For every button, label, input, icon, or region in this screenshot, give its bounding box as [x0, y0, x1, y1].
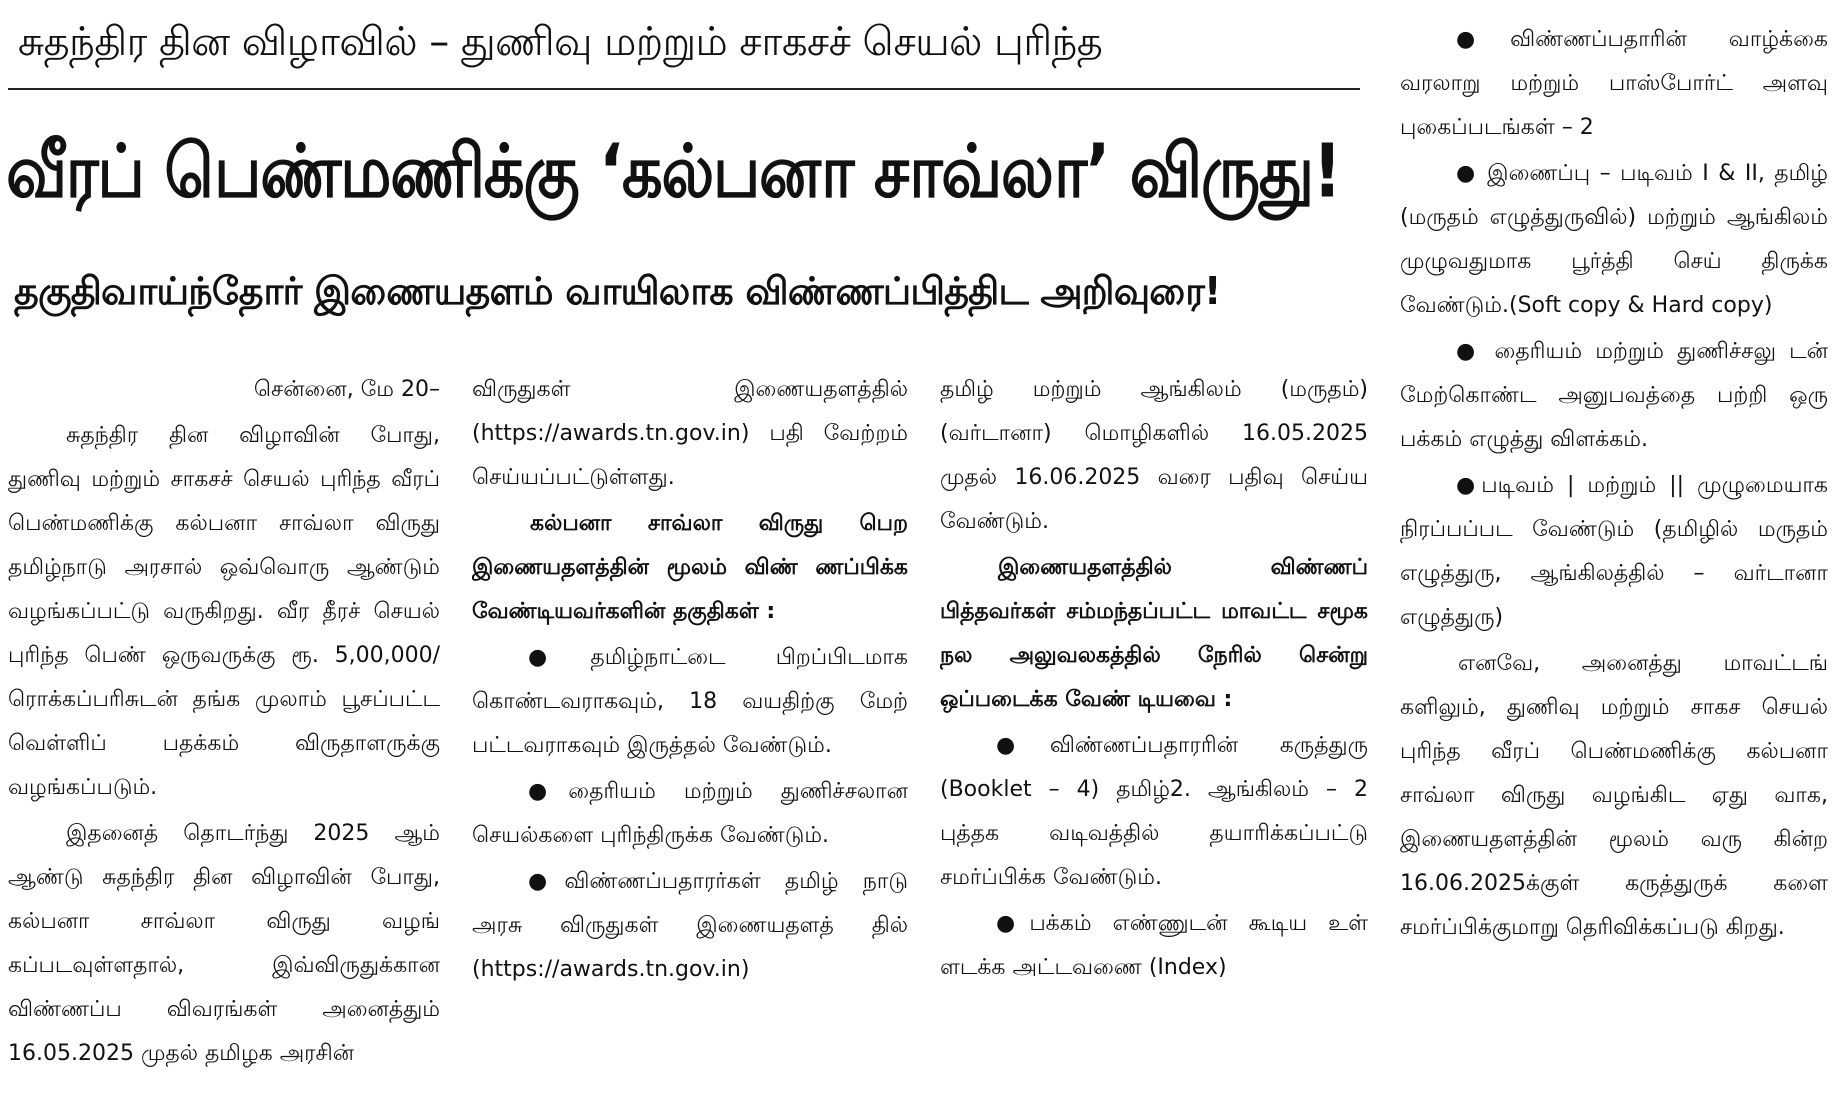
text-column-4 — [1400, 18, 1828, 1108]
article-subhead: தகுதிவாய்ந்தோர் இணையதளம் வாயிலாக விண்ணப்பித்திட அறிவுரை! — [14, 269, 1221, 313]
paragraph: சுதந்திர தின விழாவின் போது, துணிவு மற்றும் சாகசச் செயல் புரிந்த வீரப் பெண்மணிக்கு கல்பனா சாவ்லா விருது தமிழ்நாடு அரசால் ஒவ்வொரு ஆண்டும் வழங்கப்பட்டு வருகிறது. வீர தீரச் செயல் புரிந்த பெண் ஒருவருக்கு ரூ. 5,00,000/ரொக்கப்பரிசுடன் தங்க முலாம் பூசப்பட்ட வெள்ளிப் பதக்கம் விருதாளருக்கு வழங்கப்படும். — [8, 423, 440, 800]
bullet-item: ●தைரியம் மற்றும் துணிச்சலான செயல்களை புரிந்திருக்க வேண்டும். — [472, 779, 908, 848]
section-heading: இணையதளத்தில் விண்ணப் பித்தவர்கள் சம்மந்தப்பட்ட மாவட்ட சமூக நல அலுவலகத்தில் நேரில் சென்று ஒப்படைக்க வேண் டியவை : — [940, 555, 1368, 712]
section-heading: கல்பனா சாவ்லா விருது பெற இணையதளத்தின் மூலம் விண் ணப்பிக்க வேண்டியவர்களின் தகுதிகள் : — [472, 511, 908, 624]
bullet-item: ●தமிழ்நாட்டை பிறப்பிடமாக கொண்டவராகவும், 18 வயதிற்கு மேற் பட்டவராகவும் இருத்தல் வேண்டும். — [472, 645, 908, 758]
kicker-divider — [8, 88, 1360, 90]
paragraph: எனவே, அனைத்து மாவட்டங் களிலும், துணிவு மற்றும் சாகச செயல் புரிந்த வீரப் பெண்மணிக்கு கல்பனா சாவ்லா விருது வழங்கிட ஏது வாக, இணையதளத்தின் மூலம் வரு கின்ற 16.06.2025க்குள் கருத்துருக் களை சமர்ப்பிக்குமாறு தெரிவிக்கப்படு கிறது. — [1400, 651, 1828, 940]
article-kicker: சுதந்திர தின விழாவில் – துணிவு மற்றும் சாகசச் செயல் புரிந்த — [18, 19, 1103, 65]
paragraph: தமிழ் மற்றும் ஆங்கிலம் (மருதம்) (வர்டானா) மொழிகளில் 16.05.2025 முதல் 16.06.2025 வரை பதிவு செய்ய வேண்டும். — [940, 377, 1368, 534]
bullet-item: ● இணைப்பு – படிவம் I & II, தமிழ் (மருதம் எழுத்துருவில்) மற்றும் ஆங்கிலம் முழுவதுமாக பூர்த்தி செய் திருக்க வேண்டும்.(Soft copy & Hard copy) — [1400, 161, 1828, 318]
dateline: சென்னை, மே 20– — [253, 377, 440, 402]
bullet-item: ●விண்ணப்பதாரரின் கருத்துரு (Booklet – 4) தமிழ்2. ஆங்கிலம் – 2 புத்தக வடிவத்தில் தயாரிக்கப்பட்டு சமர்ப்பிக்க வேண்டும். — [940, 733, 1368, 890]
bullet-item: ●பக்கம் எண்ணுடன் கூடிய உள் ளடக்க அட்டவணை (Index) — [940, 911, 1368, 980]
text-column-1 — [8, 368, 440, 1108]
article-headline: வீரப் பெண்மணிக்கு ‘கல்பனா சாவ்லா’ விருது! — [6, 129, 1341, 215]
text-column-2 — [472, 368, 908, 1108]
text-column-3 — [940, 368, 1368, 1108]
bullet-item: ● தைரியம் மற்றும் துணிச்சலு டன் மேற்கொண்ட அனுபவத்தை பற்றி ஒரு பக்கம் எழுத்து விளக்கம். — [1400, 339, 1828, 452]
bullet-item: ●விண்ணப்பதாரின் வாழ்க்கை வரலாறு மற்றும் பாஸ்போர்ட் அளவு புகைப்படங்கள் – 2 — [1400, 27, 1828, 140]
paragraph: விருதுகள் இணையதளத்தில் (https://awards.tn.gov.in) பதி வேற்றம் செய்யப்பட்டுள்ளது. — [472, 377, 908, 490]
paragraph: இதனைத் தொடர்ந்து 2025 ஆம் ஆண்டு சுதந்திர தின விழாவின் போது, கல்பனா சாவ்லா விருது வழங் கப்படவுள்ளதால், இவ்விருதுக்கான விண்ணப்ப விவரங்கள் அனைத்தும் 16.05.2025 முதல் தமிழக அரசின் — [8, 821, 440, 1066]
bullet-item: ●விண்ணப்பதாரர்கள் தமிழ் நாடு அரசு விருதுகள் இணையதளத் தில் (https://awards.tn.gov.in) — [472, 869, 908, 982]
bullet-item: ●படிவம் | மற்றும் || முழுமையாக நிரப்பப்பட வேண்டும் (தமிழில் மருதம் எழுத்துரு, ஆங்கிலத்தில் – வர்டானா எழுத்துரு) — [1400, 473, 1828, 630]
